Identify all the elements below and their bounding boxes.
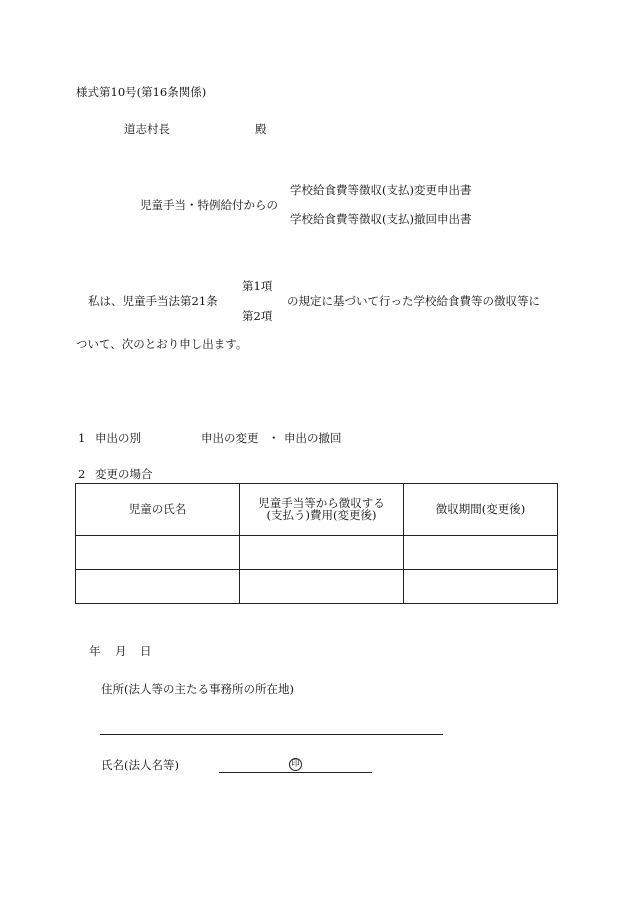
address-label: 住所(法人等の主たる事務所の所在地)	[101, 682, 294, 696]
item2-label: 変更の場合	[95, 467, 153, 481]
body-line2: ついて、次のとおり申し出ます。	[76, 337, 248, 351]
name-label: 氏名(法人名等)	[101, 758, 179, 772]
change-table	[75, 483, 558, 604]
title-prefix: 児童手当・特例給付からの	[140, 198, 278, 212]
date-day: 日	[140, 644, 152, 658]
clause-1: 第1項	[242, 279, 273, 293]
seal-icon: 印	[289, 758, 302, 771]
choice-withdraw: 申出の撤回	[284, 431, 342, 445]
body-line1-end: の規定に基づいて行った学校給食費等の徴収等に	[287, 294, 540, 308]
item1-label: 申出の別	[95, 431, 141, 445]
table-cell[interactable]	[404, 536, 558, 570]
clause-2: 第2項	[242, 309, 273, 323]
choice-change: 申出の変更	[201, 431, 259, 445]
table-cell[interactable]	[240, 570, 404, 604]
table-row	[76, 536, 558, 570]
choice-separator: ・	[268, 431, 280, 445]
form-number: 様式第10号(第16条関係)	[76, 85, 207, 99]
addressee-name: 道志村長	[124, 122, 170, 136]
table-row	[76, 570, 558, 604]
addressee-honorific: 殿	[255, 122, 267, 136]
table-cell[interactable]	[240, 536, 404, 570]
date-year: 年	[89, 644, 101, 658]
item1-number: 1	[78, 431, 86, 445]
col-fee	[240, 484, 404, 536]
address-line[interactable]	[100, 734, 443, 735]
item2-number: 2	[78, 467, 86, 481]
table-cell[interactable]	[76, 570, 240, 604]
body-line1-start: 私は、児童手当法第21条	[88, 294, 218, 308]
title-option-change: 学校給食費等徴収(支払)変更申出書	[290, 183, 472, 197]
col-fee-line2: (支払う)費用(変更後)	[266, 507, 377, 522]
col-fee-line1: 児童手当等から徴収する	[258, 496, 385, 510]
name-line[interactable]	[219, 772, 372, 773]
table-cell[interactable]	[76, 536, 240, 570]
table-header-row	[76, 484, 558, 536]
table-cell[interactable]	[404, 570, 558, 604]
date-month: 月	[115, 644, 127, 658]
col-period: 徴収期間(変更後)	[404, 484, 558, 536]
title-option-withdraw: 学校給食費等徴収(支払)撤回申出書	[290, 212, 472, 226]
col-child-name: 児童の氏名	[76, 484, 240, 536]
